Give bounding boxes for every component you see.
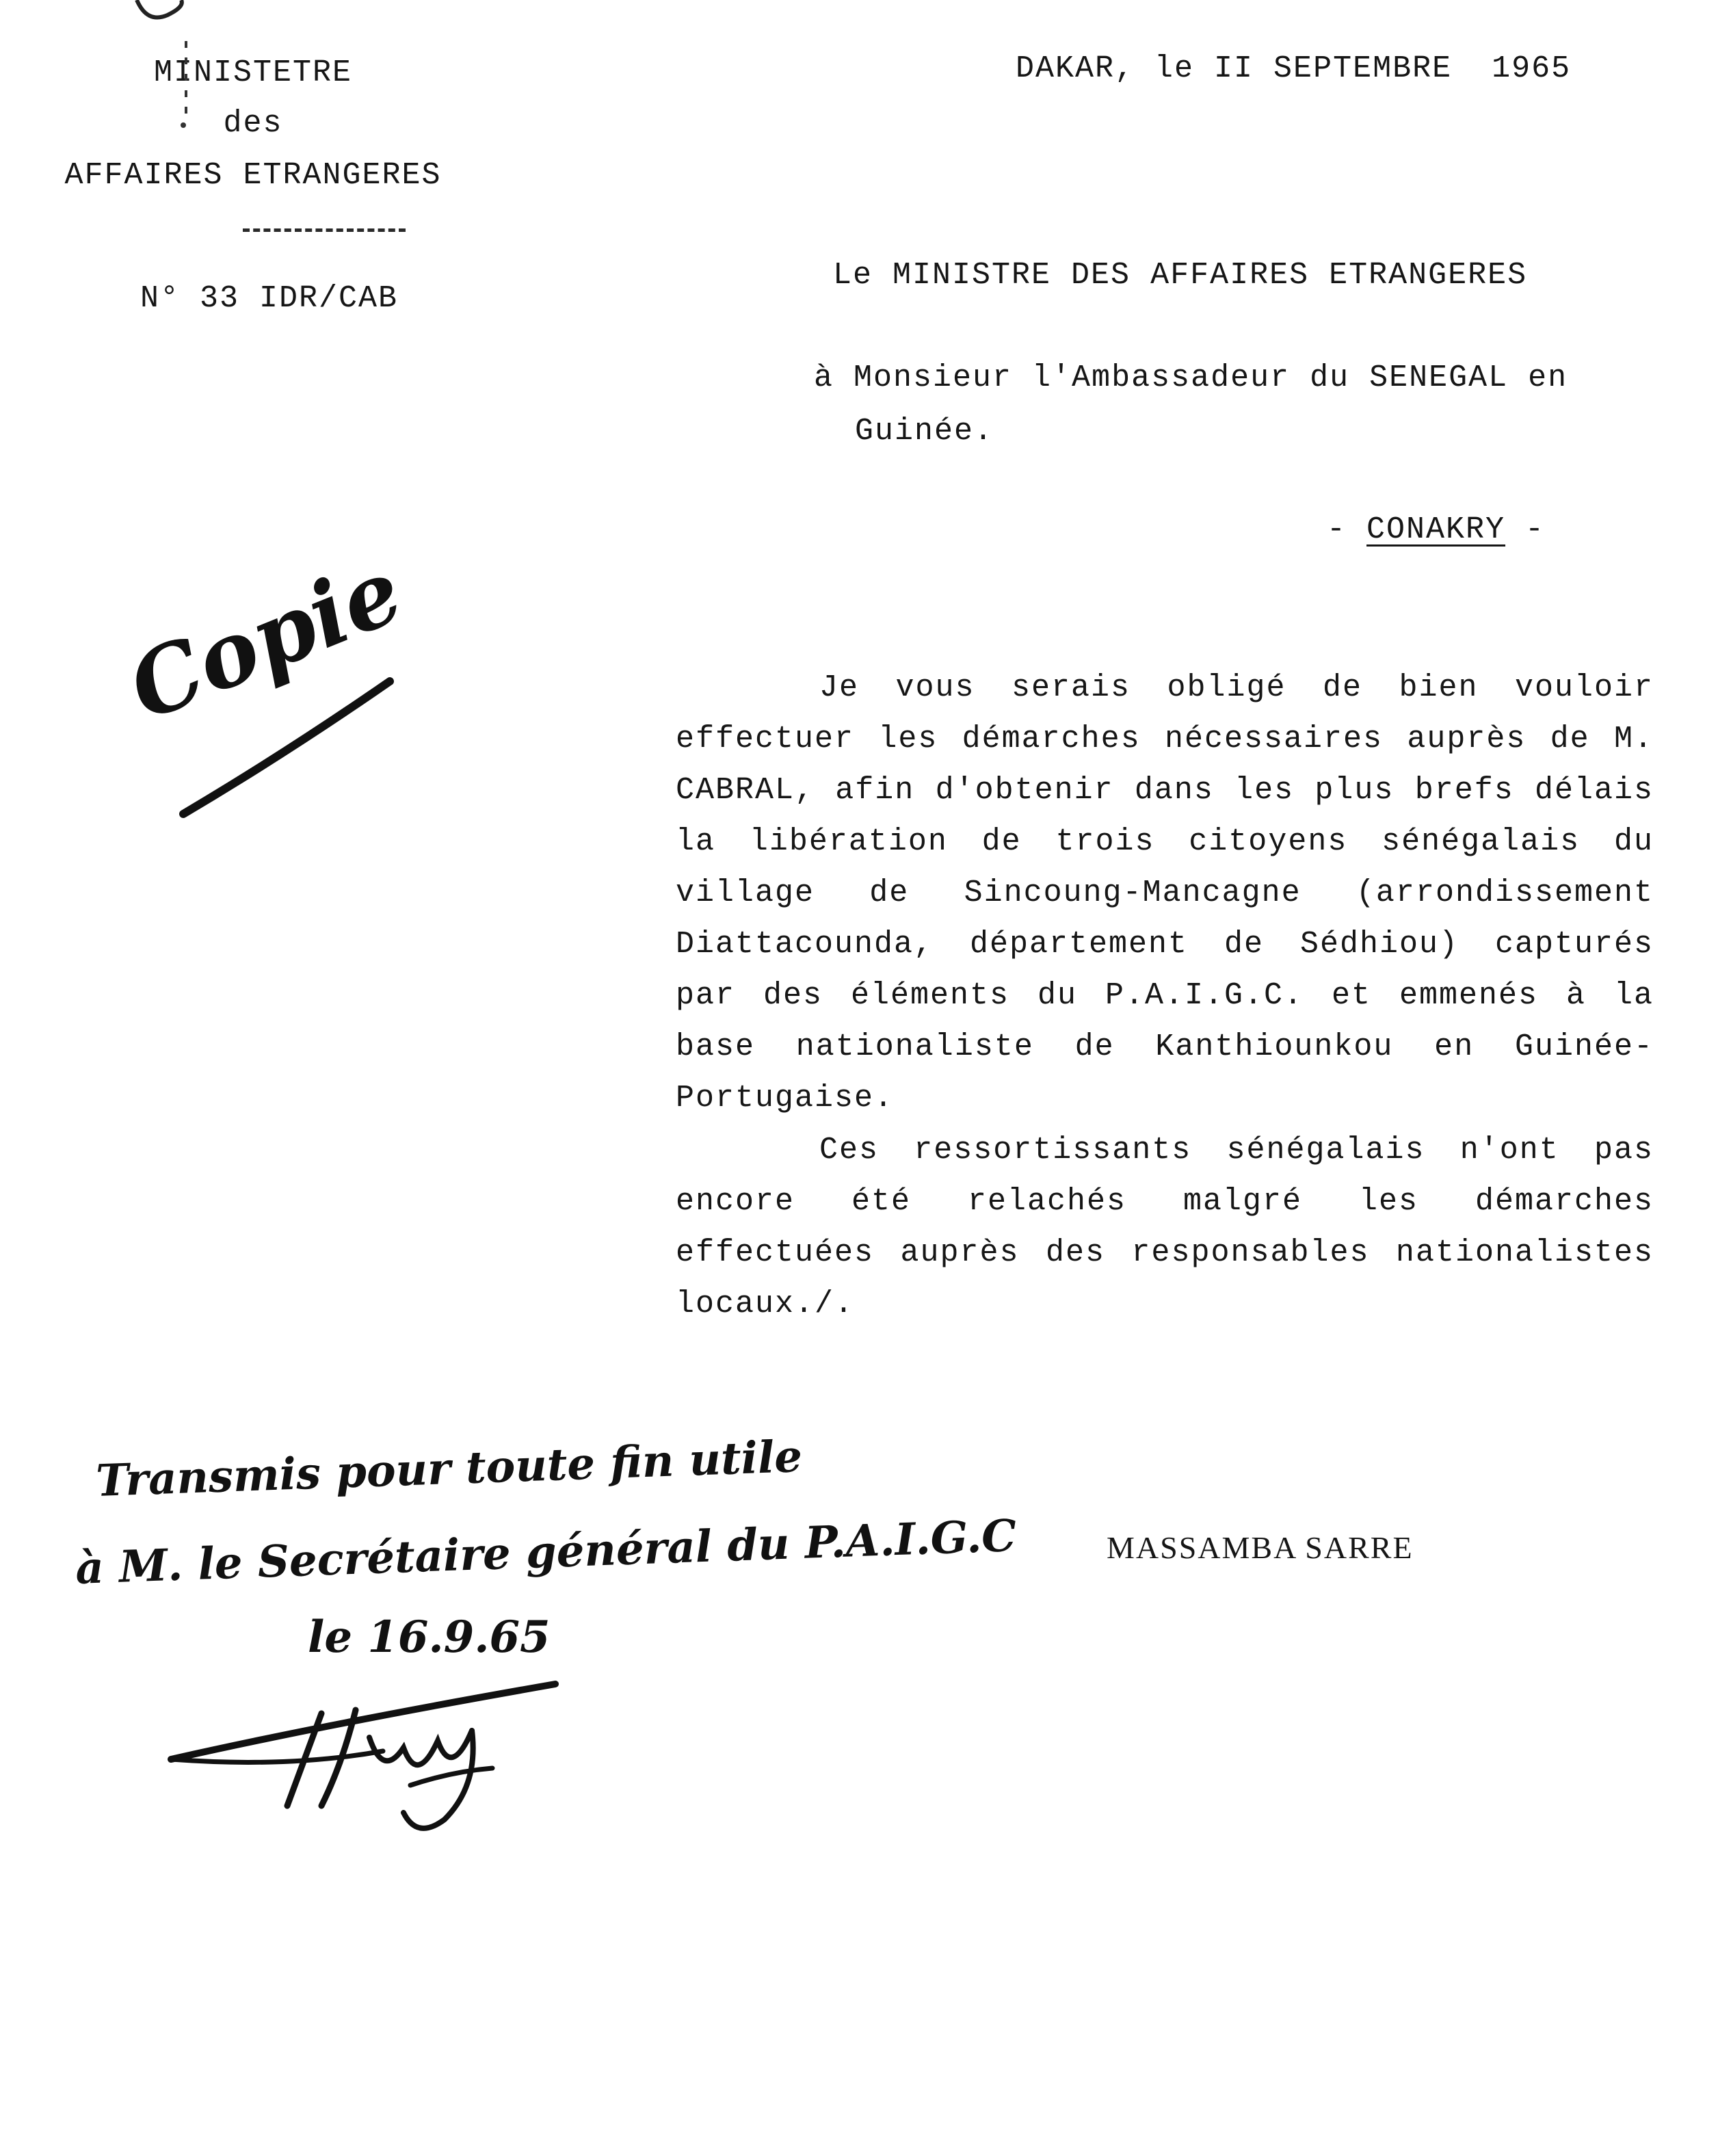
ministry-name-line-1: MINISTETRE <box>153 55 353 90</box>
body-paragraph-2-text: Ces ressortissants sénégalais n'ont pas encore été relachés malgré les démarches effectuées auprès des responsables nationalistes locaux./. <box>676 1133 1654 1322</box>
recipient-line-2: Guinée. <box>855 414 994 449</box>
recipient-city-suffix: - <box>1505 512 1546 547</box>
body-paragraph-1-text: Je vous serais obligé de bien vouloir effectuer les démarches nécessaires auprès de M. CABRAL, afin d'obtenir dans les plus brefs délais la libération de trois citoyens sénégalais du village de Sincoung-Mancagne (arrondissement Diattacounda, département de Sédhiou) capturés par des éléments du P.A.I.G.C. et emmenés à la base nationaliste de Kanthiounkou en Guinée-Portugaise. <box>676 670 1654 1116</box>
sender-line: Le MINISTRE DES AFFAIRES ETRANGERES <box>833 258 1528 293</box>
handwritten-note-date: le 16.9.65 <box>308 1612 551 1663</box>
copy-handwriting: Copie <box>114 538 417 741</box>
ministry-name-line-2: des <box>223 106 283 141</box>
ministry-name-line-3: AFFAIRES ETRANGERES <box>64 158 442 193</box>
place-date: DAKAR, le II SEPTEMBRE 1965 <box>1016 51 1572 86</box>
recipient-line-1: à Monsieur l'Ambassadeur du SENEGAL en <box>814 360 1568 395</box>
recipient-city-prefix: - <box>1327 512 1367 547</box>
recipient-city-name: CONAKRY <box>1366 512 1506 547</box>
signatory-name: MASSAMBA SARRE <box>1107 1530 1414 1565</box>
handwritten-note-line-2: à M. le Secrétaire général du P.A.I.G.C <box>75 1510 1018 1594</box>
reference-number: N° 33 IDR/CAB <box>140 281 399 316</box>
handwritten-note-line-1: Transmis pour toute fin utile <box>95 1430 804 1508</box>
